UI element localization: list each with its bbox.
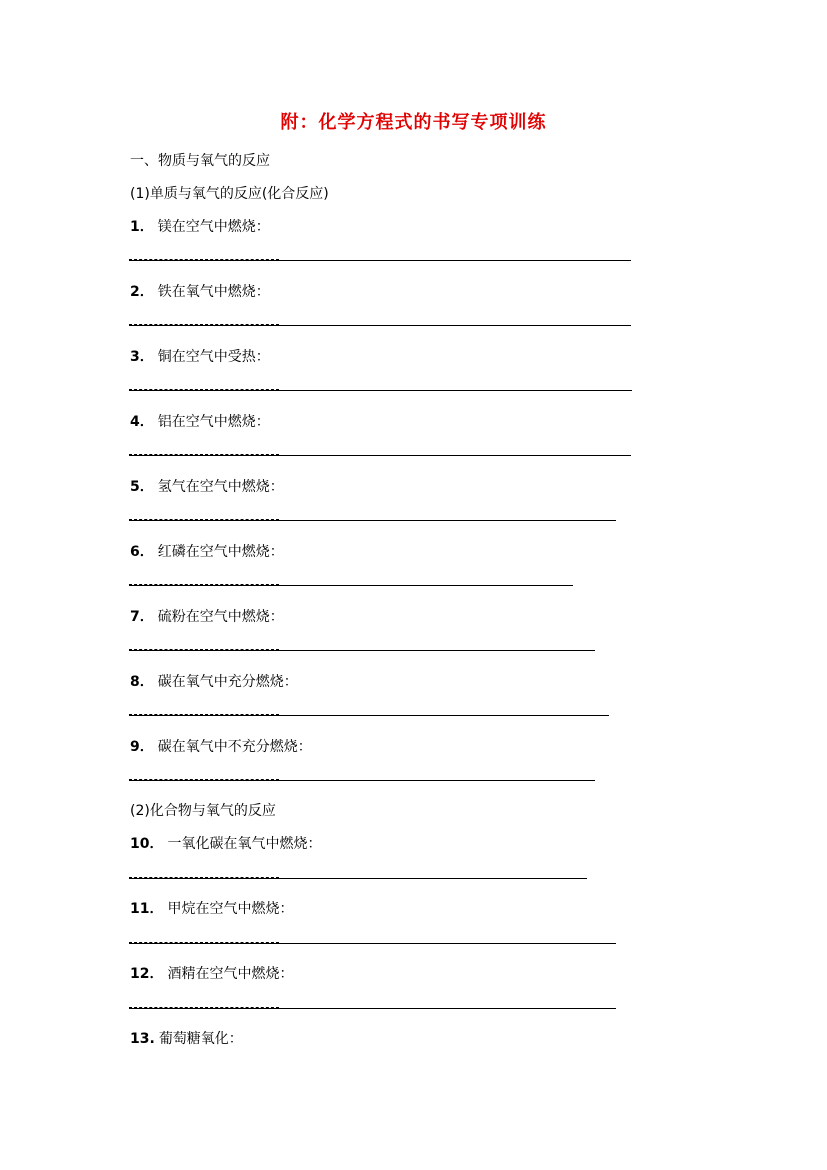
question-13 <box>130 1028 243 1048</box>
question-text: 葡萄糖氧化： <box>158 1031 243 1047</box>
question-11 <box>130 898 293 918</box>
question-text: 镁在空气中燃烧： <box>157 219 270 235</box>
question-4 <box>130 411 270 431</box>
question-1 <box>130 216 270 236</box>
question-text: 硫粉在空气中燃烧： <box>157 609 284 625</box>
question-text: 碳在氧气中不充分燃烧： <box>157 739 312 755</box>
question-number: 7． <box>130 609 154 625</box>
question-number: 1． <box>130 219 154 235</box>
question-text: 氢气在空气中燃烧： <box>157 479 284 495</box>
question-text: 碳在氧气中充分燃烧： <box>157 674 298 690</box>
question-number: 8． <box>130 674 154 690</box>
question-number: 13. <box>130 1031 155 1047</box>
question-number: 6． <box>130 544 154 560</box>
question-12 <box>130 963 293 983</box>
question-text: 铜在空气中受热： <box>157 349 270 365</box>
question-number: 3． <box>130 349 154 365</box>
page-title: 附：化学方程式的书写专项训练 <box>280 112 547 133</box>
question-text: 铁在氧气中燃烧： <box>157 284 270 300</box>
answer-line[interactable] <box>129 520 616 521</box>
question-2 <box>130 281 270 301</box>
answer-line[interactable] <box>129 715 609 716</box>
answer-line[interactable] <box>129 260 631 261</box>
answer-line[interactable] <box>129 585 573 586</box>
question-7 <box>130 606 284 626</box>
answer-line[interactable] <box>129 650 595 651</box>
answer-line[interactable] <box>129 943 616 944</box>
question-3 <box>130 346 270 366</box>
question-number: 4． <box>130 414 154 430</box>
answer-line[interactable] <box>129 390 632 391</box>
question-number: 11． <box>130 901 164 917</box>
answer-line[interactable] <box>129 455 631 456</box>
subsection-heading: (1)单质与氧气的反应(化合反应) <box>130 186 329 202</box>
question-number: 12． <box>130 966 164 982</box>
question-number: 10． <box>130 836 164 852</box>
answer-line[interactable] <box>129 1008 616 1009</box>
question-8 <box>130 671 298 691</box>
question-5 <box>130 476 284 496</box>
question-number: 9． <box>130 739 154 755</box>
answer-line[interactable] <box>129 325 631 326</box>
question-number: 2． <box>130 284 154 300</box>
subsection-heading: (2)化合物与氧气的反应 <box>130 803 276 819</box>
section-heading: 一、物质与氧气的反应 <box>130 153 270 169</box>
question-text: 一氧化碳在氧气中燃烧： <box>167 836 322 852</box>
question-10 <box>130 833 321 853</box>
question-number: 5． <box>130 479 154 495</box>
question-text: 甲烷在空气中燃烧： <box>167 901 294 917</box>
question-text: 铝在空气中燃烧： <box>157 414 270 430</box>
question-9 <box>130 736 312 756</box>
question-6 <box>130 541 284 561</box>
answer-line[interactable] <box>129 878 587 879</box>
question-text: 红磷在空气中燃烧： <box>157 544 284 560</box>
question-text: 酒精在空气中燃烧： <box>167 966 294 982</box>
answer-line[interactable] <box>129 780 595 781</box>
